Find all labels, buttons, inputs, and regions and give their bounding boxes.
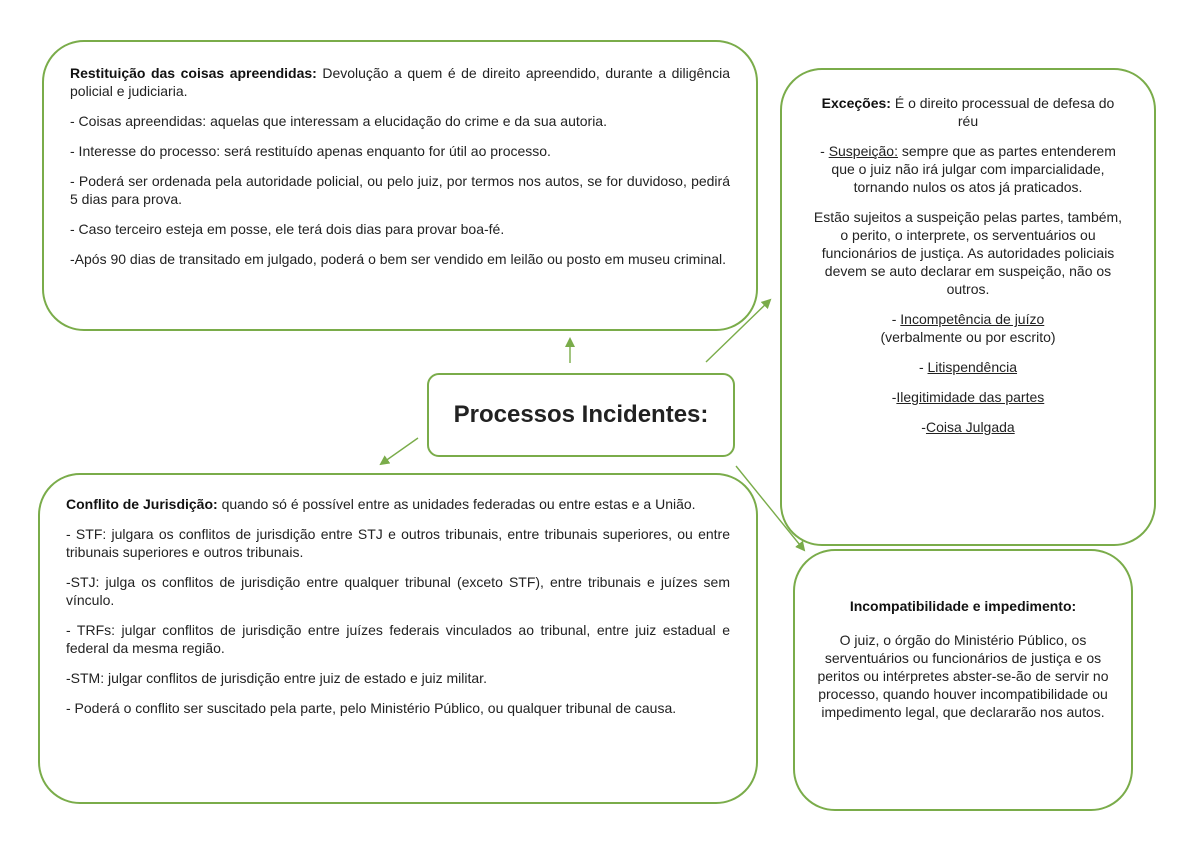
restituicao-intro: Restituição das coisas apreendidas: Devolução a quem é de direito apreendido, durante a diligência policial e judiciaria.	[70, 65, 730, 99]
restituicao-item: - Caso terceiro esteja em posse, ele terá dois dias para provar boa-fé.	[70, 221, 505, 237]
conflito-item: -STM: julgar conflitos de jurisdição entre juiz de estado e juiz militar.	[66, 670, 487, 686]
incompetencia-item: - Incompetência de juízo (verbalmente ou por escrito)	[880, 311, 1056, 345]
central-topic-box	[427, 373, 735, 457]
restituicao-box	[42, 40, 758, 331]
arrow-to-conflito	[381, 438, 418, 464]
incompatibilidade-box	[793, 549, 1133, 811]
ilegitimidade-item: -Ilegitimidade das partes	[891, 389, 1045, 405]
conflito-item: - Poderá o conflito ser suscitado pela parte, pelo Ministério Público, ou qualquer tribunal de causa.	[66, 700, 677, 716]
sujeitos-text: Estão sujeitos a suspeição pelas partes, também, o perito, o interprete, os serventuários ou funcionários de justiça. As autoridades policiais devem se auto declarar em suspeição, não os outros.	[813, 209, 1123, 297]
conflito-intro: Conflito de Jurisdição: quando só é possível entre as unidades federadas ou entre estas e a União.	[66, 496, 696, 512]
restituicao-item: -Após 90 dias de transitado em julgado, poderá o bem ser vendido em leilão ou posto em museu criminal.	[70, 251, 727, 267]
conflito-box	[38, 473, 758, 804]
restituicao-item: - Coisas apreendidas: aquelas que interessam a elucidação do crime e da sua autoria.	[70, 113, 607, 129]
coisa-julgada-item: -Coisa Julgada	[921, 419, 1015, 435]
restituicao-heading: Restituição das coisas apreendidas:	[70, 65, 317, 81]
conflito-heading: Conflito de Jurisdição:	[66, 496, 218, 512]
conflito-item: -STJ: julga os conflitos de jurisdição entre qualquer tribunal (exceto STF), entre tribunais e juízes sem vínculo.	[66, 574, 730, 608]
incompatibilidade-heading: Incompatibilidade e impedimento:	[849, 598, 1077, 614]
coisa-julgada-label: Coisa Julgada	[925, 419, 1015, 435]
excecoes-intro: Exceções: É o direito processual de defesa do réu	[821, 95, 1115, 129]
conflito-item: - STF: julgara os conflitos de jurisdição entre STJ e outros tribunais, entre tribunais superiores, ou entre tribunais superiores e outros tribunais.	[66, 526, 730, 560]
incompetencia-label: Incompetência de juízo	[900, 311, 1045, 327]
suspeicao-item: - Suspeição: sempre que as partes entenderem que o juiz não irá julgar com imparcialidade, tornando nulos os atos já praticados.	[820, 143, 1116, 195]
restituicao-item: - Poderá ser ordenada pela autoridade policial, ou pelo juiz, por termos nos autos, se for duvidoso, pedirá 5 dias para prova.	[70, 173, 730, 207]
conflito-item: - TRFs: julgar conflitos de jurisdição entre juízes federais vinculados ao tribunal, entre juiz estadual e federal da mesma região.	[66, 622, 730, 656]
litispendencia-item: - Litispendência	[918, 359, 1018, 375]
central-title: Processos Incidentes:	[453, 401, 709, 428]
incompatibilidade-heading-line	[815, 597, 1111, 615]
excecoes-heading: Exceções:	[821, 95, 891, 111]
restituicao-item: - Interesse do processo: será restituído apenas enquanto for útil ao processo.	[70, 143, 551, 159]
incompatibilidade-text: O juiz, o órgão do Ministério Público, os serventuários ou funcionários de justiça e os peritos ou intérpretes abster-se-ão de servir no processo, quando houver incompatibilidade ou impedimento legal, que declararão nos autos.	[817, 632, 1109, 720]
litispendencia-label: Litispendência	[927, 359, 1018, 375]
ilegitimidade-label: Ilegitimidade das partes	[896, 389, 1045, 405]
excecoes-box	[780, 68, 1156, 546]
suspeicao-label: Suspeição:	[828, 143, 898, 159]
